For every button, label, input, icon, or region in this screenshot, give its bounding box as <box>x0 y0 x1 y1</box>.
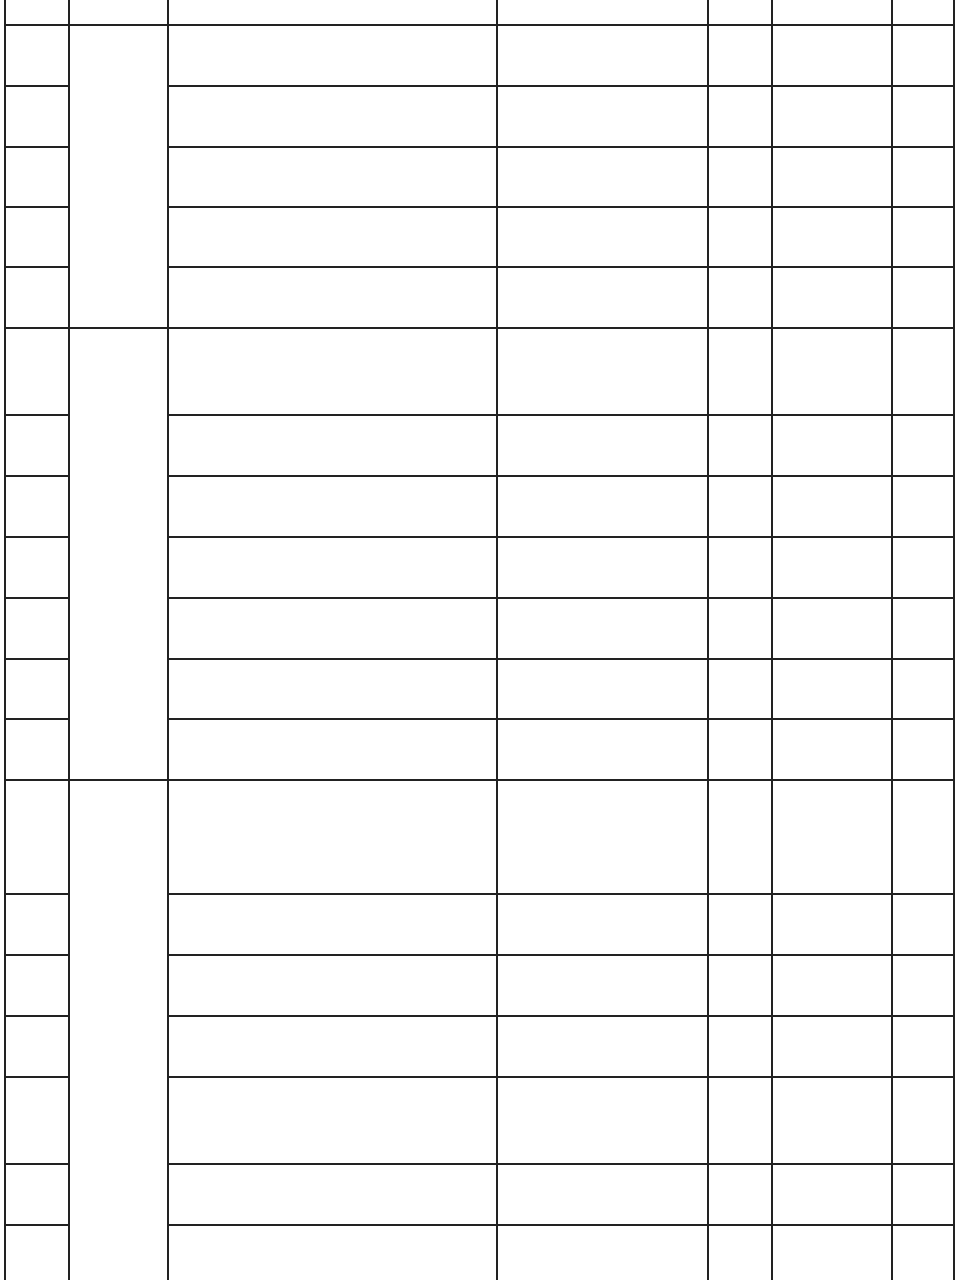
duration-cell <box>892 598 954 659</box>
college-name-cell <box>69 25 168 328</box>
subject-requirement-cell <box>497 328 708 415</box>
tuition-cell <box>708 719 772 780</box>
major-name-cell <box>168 1016 497 1077</box>
enrollment-quota-cell <box>772 955 892 1016</box>
enrollment-quota-cell <box>772 267 892 328</box>
enrollment-quota-cell <box>772 1016 892 1077</box>
row-number-cell <box>5 25 69 86</box>
row-number-cell <box>5 537 69 598</box>
duration-cell <box>892 415 954 476</box>
duration-cell <box>892 476 954 537</box>
row-number-cell <box>5 147 69 207</box>
college-name-cell <box>69 780 168 1280</box>
partial-quota-cell <box>772 0 892 13</box>
row-number-cell <box>5 780 69 894</box>
tuition-cell <box>708 1164 772 1225</box>
major-name-cell <box>168 476 497 537</box>
subject-requirement-cell <box>497 86 708 147</box>
tuition-cell <box>708 328 772 415</box>
row-number-cell <box>5 1164 69 1225</box>
row-number-cell <box>5 328 69 415</box>
major-name-cell <box>168 207 497 267</box>
tuition-cell <box>708 267 772 328</box>
enrollment-quota-cell <box>772 780 892 894</box>
tuition-cell <box>708 25 772 86</box>
row-number-cell <box>5 1016 69 1077</box>
duration-cell <box>892 207 954 267</box>
subject-requirement-cell <box>497 1164 708 1225</box>
enrollment-quota-cell <box>772 1225 892 1280</box>
enrollment-quota-cell <box>772 86 892 147</box>
subject-requirement-cell <box>497 1077 708 1164</box>
major-name-cell <box>168 1164 497 1225</box>
enrollment-quota-cell <box>772 537 892 598</box>
row-number-cell <box>5 86 69 147</box>
subject-requirement-cell <box>497 207 708 267</box>
subject-requirement-cell <box>497 955 708 1016</box>
subject-requirement-cell <box>497 894 708 955</box>
subject-requirement-cell <box>497 598 708 659</box>
enrollment-quota-cell <box>772 894 892 955</box>
subject-requirement-cell <box>497 476 708 537</box>
college-name-cell <box>69 328 168 780</box>
subject-requirement-cell <box>497 659 708 719</box>
tuition-cell <box>708 86 772 147</box>
partial-major-cell <box>168 0 497 13</box>
row-number-cell <box>5 1077 69 1164</box>
tuition-cell <box>708 476 772 537</box>
major-name-cell <box>168 147 497 207</box>
subject-requirement-cell <box>497 267 708 328</box>
tuition-cell <box>708 1077 772 1164</box>
duration-cell <box>892 780 954 894</box>
tuition-cell <box>708 598 772 659</box>
duration-cell <box>892 1077 954 1164</box>
row-number-cell <box>5 955 69 1016</box>
partial-tuition-cell <box>708 0 772 13</box>
subject-requirement-cell <box>497 780 708 894</box>
duration-cell <box>892 659 954 719</box>
subject-requirement-cell <box>497 147 708 207</box>
major-name-cell <box>168 719 497 780</box>
duration-cell <box>892 1164 954 1225</box>
duration-cell <box>892 86 954 147</box>
major-name-cell <box>168 537 497 598</box>
row-number-cell <box>5 719 69 780</box>
enrollment-quota-cell <box>772 1077 892 1164</box>
major-name-cell <box>168 25 497 86</box>
major-name-cell <box>168 598 497 659</box>
enrollment-quota-cell <box>772 147 892 207</box>
duration-cell <box>892 1016 954 1077</box>
subject-requirement-cell <box>497 1225 708 1280</box>
duration-cell <box>892 1225 954 1280</box>
major-name-cell <box>168 659 497 719</box>
major-name-cell <box>168 1225 497 1280</box>
subject-requirement-cell <box>497 25 708 86</box>
major-name-cell <box>168 894 497 955</box>
duration-cell <box>892 328 954 415</box>
tuition-cell <box>708 207 772 267</box>
major-name-cell <box>168 780 497 894</box>
enrollment-quota-cell <box>772 598 892 659</box>
row-number-cell <box>5 476 69 537</box>
subject-requirement-cell <box>497 415 708 476</box>
major-name-cell <box>168 955 497 1016</box>
row-number-cell <box>5 894 69 955</box>
duration-cell <box>892 147 954 207</box>
tuition-cell <box>708 780 772 894</box>
tuition-cell <box>708 955 772 1016</box>
tuition-cell <box>708 659 772 719</box>
row-number-cell <box>5 415 69 476</box>
row-number-cell <box>5 659 69 719</box>
enrollment-quota-cell <box>772 25 892 86</box>
major-name-cell <box>168 415 497 476</box>
duration-cell <box>892 537 954 598</box>
duration-cell <box>892 267 954 328</box>
row-number-cell <box>5 267 69 328</box>
subject-requirement-cell <box>497 1016 708 1077</box>
partial-duration-cell <box>892 0 954 13</box>
duration-cell <box>892 894 954 955</box>
enrollment-quota-cell <box>772 476 892 537</box>
subject-requirement-cell <box>497 719 708 780</box>
duration-cell <box>892 719 954 780</box>
row-number-cell <box>5 207 69 267</box>
major-name-cell <box>168 86 497 147</box>
row-number-cell <box>5 598 69 659</box>
enrollment-quota-cell <box>772 415 892 476</box>
tuition-cell <box>708 147 772 207</box>
tuition-cell <box>708 537 772 598</box>
tuition-cell <box>708 1016 772 1077</box>
tuition-cell <box>708 1225 772 1280</box>
major-name-cell <box>168 328 497 415</box>
duration-cell <box>892 955 954 1016</box>
duration-cell <box>892 25 954 86</box>
partial-subject-cell <box>497 0 708 25</box>
enrollment-quota-cell <box>772 207 892 267</box>
major-name-cell <box>168 1077 497 1164</box>
enrollment-quota-cell <box>772 719 892 780</box>
tuition-cell <box>708 894 772 955</box>
enrollment-quota-cell <box>772 659 892 719</box>
major-name-cell <box>168 267 497 328</box>
row-number-cell <box>5 1225 69 1280</box>
tuition-cell <box>708 415 772 476</box>
enrollment-quota-cell <box>772 328 892 415</box>
enrollment-quota-cell <box>772 1164 892 1225</box>
subject-requirement-cell <box>497 537 708 598</box>
